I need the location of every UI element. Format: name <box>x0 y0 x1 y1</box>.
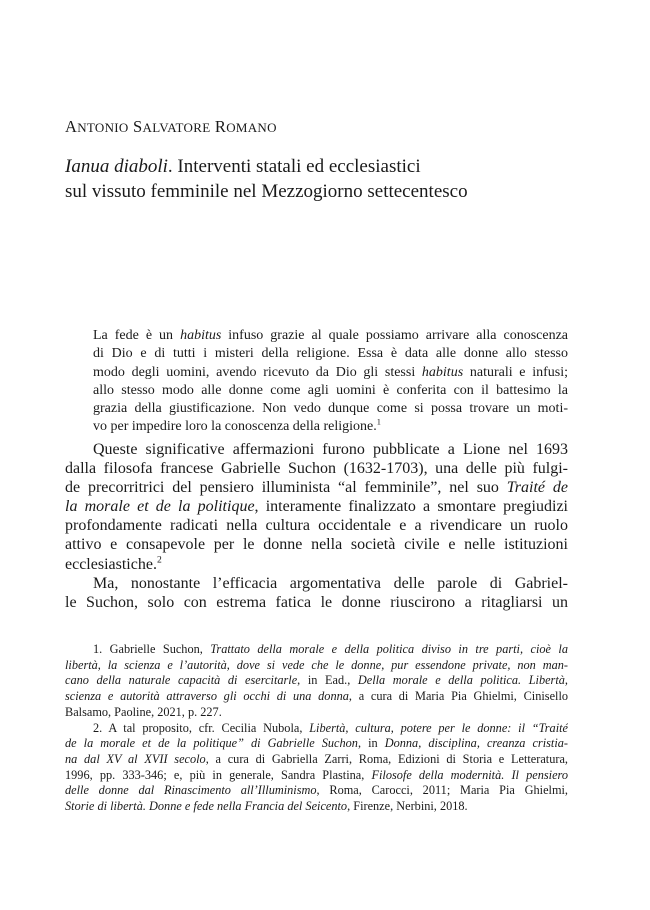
footnote-1-line <box>65 642 568 658</box>
author-middle-initial: S <box>133 117 143 136</box>
footnote-1-line <box>65 658 568 674</box>
footnote-italic: de la morale et de la politique” di Gabrielle Suchon <box>65 736 358 751</box>
footnote-italic: Storie di libertà. Donne e fede nella Francia del Seicento <box>65 799 348 814</box>
body-text-run: , interamente finalizzato a smontare pregiudizi <box>254 498 568 516</box>
footnote-text: 1. Gabrielle Suchon, <box>93 642 211 656</box>
footnotes <box>65 642 568 815</box>
footnote-ref-2[interactable]: 2 <box>156 554 162 566</box>
body-text-run: de precorritrici del pensiero illuminista “al femminile”, nel suo <box>65 479 507 497</box>
body-line: Queste significative affermazioni furono pubblicate a Lione nel 1693 <box>93 441 568 458</box>
footnote-text: , Firenze, Nerbini, 2018. <box>347 799 468 814</box>
footnote-italic: delle donne dal Rinascimento all’Illuminismo <box>65 783 317 798</box>
footnote-italic: Donna, disciplina, creanza cristia- <box>384 736 568 751</box>
footnote-italic: Libertà, cultura, potere per le donne: il “Traité <box>309 720 568 735</box>
author-middle-rest: ALVATORE <box>142 120 211 135</box>
body-line <box>65 555 568 574</box>
quote-line: grazia della giustificazione. Non vedo dunque come si possa trovare un moti- <box>93 401 568 417</box>
footnote-2-line <box>65 736 568 752</box>
author-first-rest: NTONIO <box>77 120 129 135</box>
footnote-italic: Filosofe della modernità. Il pensiero <box>371 767 568 782</box>
quote-line: di Dio e di tutti i misteri della religione. Essa è data alle donne allo stesso <box>93 346 568 362</box>
body-line: attivo e consapevole per le donne nella società civile e nelle istituzioni <box>65 536 568 554</box>
footnote-text: , in <box>357 736 385 751</box>
title-line-2: sul vissuto femminile nel Mezzogiorno settecentesco <box>65 181 468 202</box>
author-name <box>65 117 277 137</box>
quote-line <box>93 327 568 345</box>
footnote-italic: libertà, la scienza e l’autorità, dove si vede che le donne, pur essendone private, non man- <box>65 657 568 672</box>
footnote-italic: na dal XV al XVII secolo <box>65 751 206 766</box>
quote-text: modo degli uomini, avendo ricevuto da Dio gli stessi <box>93 364 422 380</box>
footnote-ref-1[interactable]: 1 <box>376 418 381 427</box>
body-text-run: ecclesiastiche. <box>65 555 157 573</box>
quote-text: La fede è un <box>93 328 181 343</box>
footnote-text: , in Ead., <box>297 673 358 688</box>
footnote-1-line <box>65 673 568 689</box>
body-line <box>65 497 568 516</box>
author-first-initial: A <box>65 117 78 136</box>
footnote-text: 2. A tal proposito, cfr. Cecilia Nubola, <box>93 720 310 735</box>
footnote-italic: scienza e autorità attraverso gli occhi di una donna <box>65 689 349 704</box>
quote-text: infuso grazie al quale possiamo arrivare alla conoscenza <box>221 328 568 343</box>
body-italic: la morale et de la politique <box>65 498 255 516</box>
quote-text: naturali e infusi; <box>463 364 568 380</box>
quote-line: allo stesso modo alle donne come agli uomini è conferita con il battesimo la <box>93 382 568 398</box>
footnote-2-line <box>65 752 568 768</box>
footnote-text: , a cura di Gabriella Zarri, Roma, Edizioni di Storia e Letteratura, <box>205 751 568 766</box>
footnote-italic: Trattato della morale e della politica diviso in tre parti, cioè la <box>210 642 568 656</box>
footnote-2-line <box>65 783 568 799</box>
footnote-italic: cano della naturale capacità di esercitarle <box>65 673 298 688</box>
footnote-text: 1996, pp. 333-346; e, più in generale, Sandra Plastina, <box>65 767 372 782</box>
footnote-2-line <box>65 799 568 815</box>
footnote-2-line <box>65 721 568 737</box>
body-line: le Suchon, solo con estrema fatica le donne riuscirono a ritagliarsi un <box>65 593 568 611</box>
quote-italic: habitus <box>180 328 222 343</box>
footnote-1-line: Balsamo, Paoline, 2021, p. 227. <box>65 704 222 719</box>
body-italic: Traité de <box>506 479 568 497</box>
title-italic: Ianua diaboli <box>65 156 168 177</box>
body-line: profondamente radicati nella cultura occidentale e a rivendicare un ruolo <box>65 517 568 535</box>
body-line: dalla filosofa francese Gabrielle Suchon (1632-1703), una delle più fulgi- <box>65 460 568 478</box>
footnote-text: , a cura di Maria Pia Ghielmi, Cinisello <box>348 689 568 704</box>
body-text <box>65 440 568 612</box>
article-title <box>65 154 585 204</box>
quote-text: vo per impedire loro la conoscenza della religione. <box>93 419 377 435</box>
footnote-text: , Roma, Carocci, 2011; Maria Pia Ghielmi, <box>316 783 568 798</box>
footnote-1-line <box>65 689 568 705</box>
footnote-2-line <box>65 768 568 784</box>
body-line: Ma, nonostante l’efficacia argomentativa delle parole di Gabriel- <box>93 574 568 592</box>
footnote-italic: Della morale e della politica. Libertà, <box>357 673 568 688</box>
quote-line <box>93 364 568 382</box>
body-line <box>65 478 568 497</box>
title-line-1-rest: . Interventi statali ed ecclesiastici <box>167 156 421 177</box>
author-last-initial: R <box>214 117 227 136</box>
title-line-1 <box>65 154 585 179</box>
epigraph-quote <box>93 327 568 437</box>
quote-italic: habitus <box>421 364 464 380</box>
quote-line <box>93 418 568 436</box>
author-last-rest: OMANO <box>226 120 277 135</box>
